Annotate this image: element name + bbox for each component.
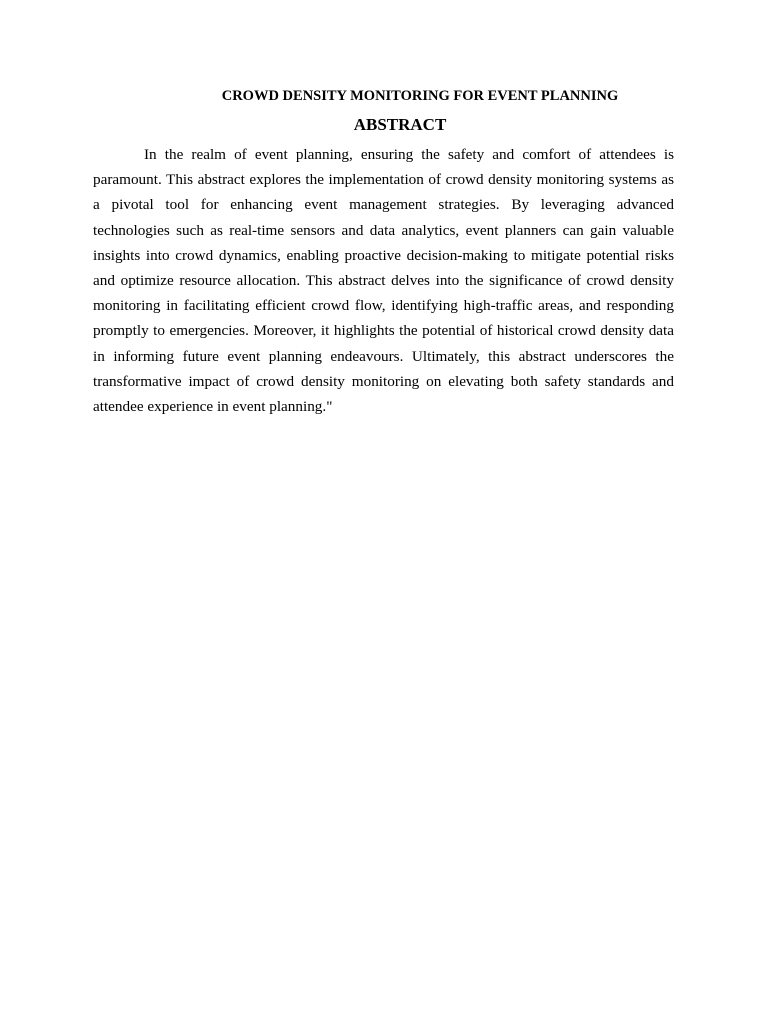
- abstract-heading: ABSTRACT: [353, 115, 447, 134]
- abstract-paragraph: In the realm of event planning, ensuring the safety and comfort of attendees is paramount. This abstract explores the implementation of crowd density monitoring systems as a pivotal tool for enhancing event management strategies. By leveraging advanced technologies such as real-time sensors and data analytics, event planners can gain valuable insights into crowd dynamics, enabling proactive decision-making to mitigate potential risks and optimize resource allocation. This abstract delves into the significance of crowd density monitoring in facilitating efficient crowd flow, identifying high-traffic areas, and responding promptly to emergencies. Moreover, it highlights the potential of historical crowd density data in informing future event planning endeavours. Ultimately, this abstract underscores the transformative impact of crowd density monitoring on elevating both safety standards and attendee experience in event planning.": [93, 146, 674, 416]
- document-title: CROWD DENSITY MONITORING FOR EVENT PLANNING: [221, 88, 619, 104]
